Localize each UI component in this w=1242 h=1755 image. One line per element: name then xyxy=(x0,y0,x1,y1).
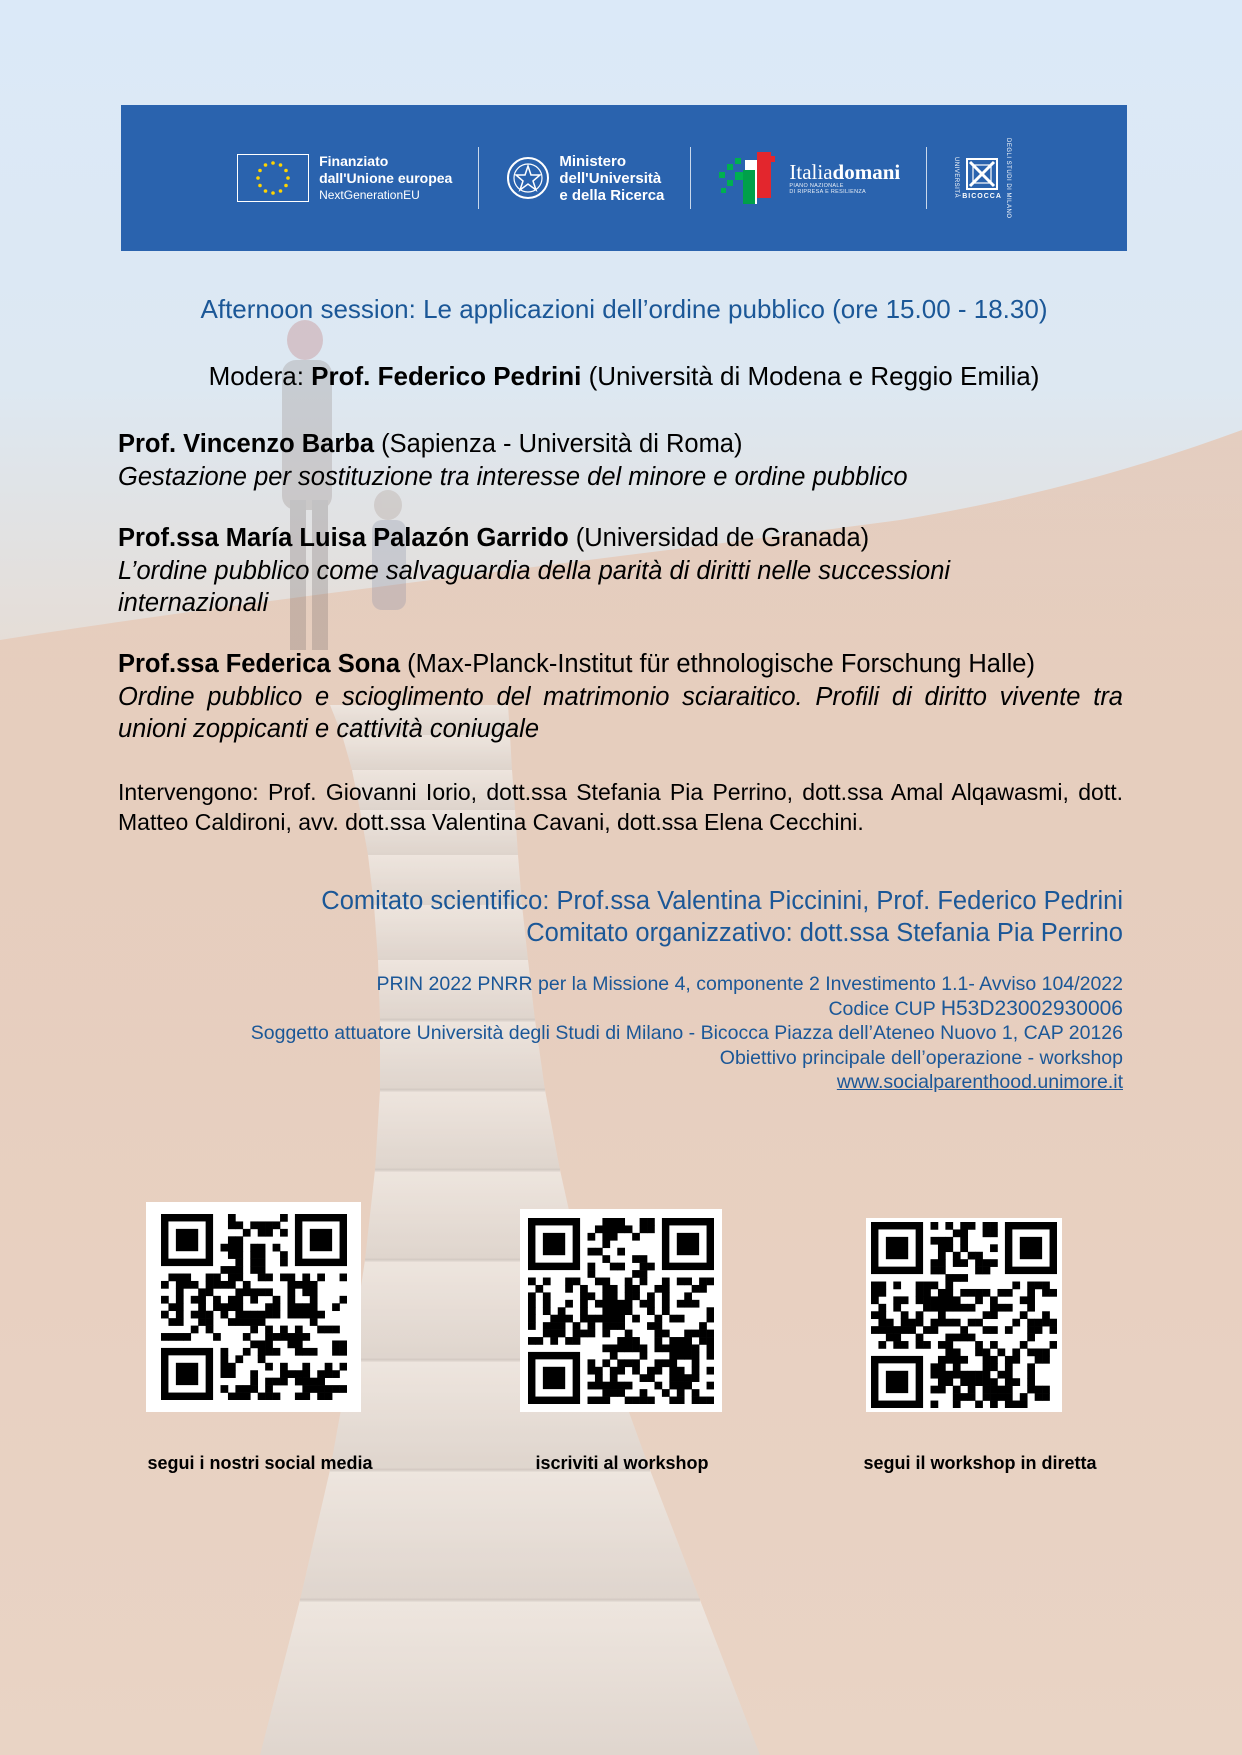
speaker-affiliation: (Max-Planck-Institut für ethnologische Forschung Halle) xyxy=(400,650,1035,678)
qr-code-registration[interactable] xyxy=(520,1209,722,1412)
speaker-name: Prof.ssa María Luisa Palazón Garrido xyxy=(118,524,569,552)
session-title: Afternoon session: Le applicazioni dell’ordine pubblico (ore 15.00 - 18.30) xyxy=(200,294,1048,324)
qr-code-livestream[interactable] xyxy=(866,1218,1062,1412)
talk-title: Gestazione per sostituzione tra interesse del minore e ordine pubblico xyxy=(118,463,908,491)
bicocca-word: BICOCCA xyxy=(962,192,1002,200)
logo-divider xyxy=(478,147,479,209)
logo-divider xyxy=(690,147,691,209)
cup-code: H53D23002930006 xyxy=(940,996,1123,1020)
italy-flag-pixel-icon xyxy=(717,150,783,206)
mur-logo-line2: dell'Università xyxy=(559,169,662,187)
qr-code-icon xyxy=(871,1222,1057,1408)
mur-logo-line3: e della Ricerca xyxy=(559,186,665,204)
website-link[interactable]: www.socialparenthood.unimore.it xyxy=(836,1071,1123,1093)
speaker-item xyxy=(118,427,1123,493)
eu-logo xyxy=(237,133,452,223)
qr-label-livestream: segui il workshop in diretta xyxy=(863,1453,1097,1473)
italiadomani-sub2: DI RIPRESA E RESILIENZA xyxy=(789,189,866,195)
speakers-list xyxy=(118,427,1123,773)
italiadomani-logo xyxy=(717,133,900,223)
speaker-affiliation: (Sapienza - Università di Roma) xyxy=(374,430,743,458)
funding-info xyxy=(251,972,1123,1095)
speaker-item xyxy=(118,647,1123,745)
italian-republic-emblem-icon xyxy=(505,155,551,201)
speaker-name: Prof. Vincenzo Barba xyxy=(118,430,375,458)
interventions-text: Intervengono: Prof. Giovanni Iorio, dott.ssa Stefania Pia Perrino, dott.ssa Amal Alqawasmi, dott. Matteo Caldironi, avv. dott.ssa Valentina Cavani, dott.ssa Elena Cecchini. xyxy=(118,779,1123,835)
talk-title: Ordine pubblico e scioglimento del matrimonio sciaraitico. Profili di diritto vivente tra unioni zoppicanti e cattività coniugale xyxy=(118,683,1123,743)
talk-title: L’ordine pubblico come salvaguardia della parità di diritti nelle successioni internazionali xyxy=(118,557,951,617)
scientific-committee: Comitato scientifico: Prof.ssa Valentina Piccinini, Prof. Federico Pedrini xyxy=(321,887,1123,915)
organizing-committee: Comitato organizzativo: dott.ssa Stefania Pia Perrino xyxy=(526,919,1123,947)
qr-label-social: segui i nostri social media xyxy=(147,1453,373,1473)
italiadomani-sub1: PIANO NAZIONALE xyxy=(789,183,844,189)
prin-line3: Soggetto attuatore Università degli Studi di Milano - Bicocca Piazza dell’Ateneo Nuovo 1, CAP 20126 xyxy=(250,1022,1123,1044)
speaker-name: Prof.ssa Federica Sona xyxy=(118,650,401,678)
moderator-name: Prof. Federico Pedrini xyxy=(311,361,582,391)
bicocca-logo xyxy=(953,133,1011,223)
bicocca-vertical-right: DEGLI STUDI DI MILANO xyxy=(1004,137,1011,219)
eu-logo-line3: NextGenerationEU xyxy=(319,187,420,202)
eu-logo-line2: dall'Unione europea xyxy=(319,169,453,186)
bicocca-mark-icon xyxy=(965,157,999,191)
mur-logo-line1: Ministero xyxy=(559,152,627,170)
qr-label-registration: iscriviti al workshop xyxy=(535,1453,709,1473)
mur-logo xyxy=(505,133,664,223)
speaker-item xyxy=(118,521,1018,619)
prin-line4: Obiettivo principale dell’operazione - workshop xyxy=(719,1046,1123,1069)
logo-divider xyxy=(926,147,927,209)
moderator-line xyxy=(121,361,1127,392)
moderator-label: Modera: xyxy=(208,361,312,391)
eu-stars-icon xyxy=(237,154,309,202)
qr-code-social[interactable] xyxy=(146,1202,361,1412)
funding-logos-banner xyxy=(121,105,1127,251)
italiadomani-name-b: domani xyxy=(832,160,901,184)
qr-code-icon xyxy=(528,1218,714,1404)
bicocca-vertical-left: UNIVERSITÀ xyxy=(953,157,960,199)
italiadomani-name-a: Italia xyxy=(789,160,833,184)
speaker-affiliation: (Universidad de Granada) xyxy=(568,524,870,552)
qr-code-icon xyxy=(161,1214,347,1400)
eu-logo-line1: Finanziato xyxy=(319,152,389,169)
prin-line1: PRIN 2022 PNRR per la Missione 4, componente 2 Investimento 1.1- Avviso 104/2022 xyxy=(376,973,1123,995)
moderator-affiliation: (Università di Modena e Reggio Emilia) xyxy=(581,361,1040,391)
committees-block xyxy=(321,885,1123,949)
cup-label: Codice CUP xyxy=(828,997,941,1020)
